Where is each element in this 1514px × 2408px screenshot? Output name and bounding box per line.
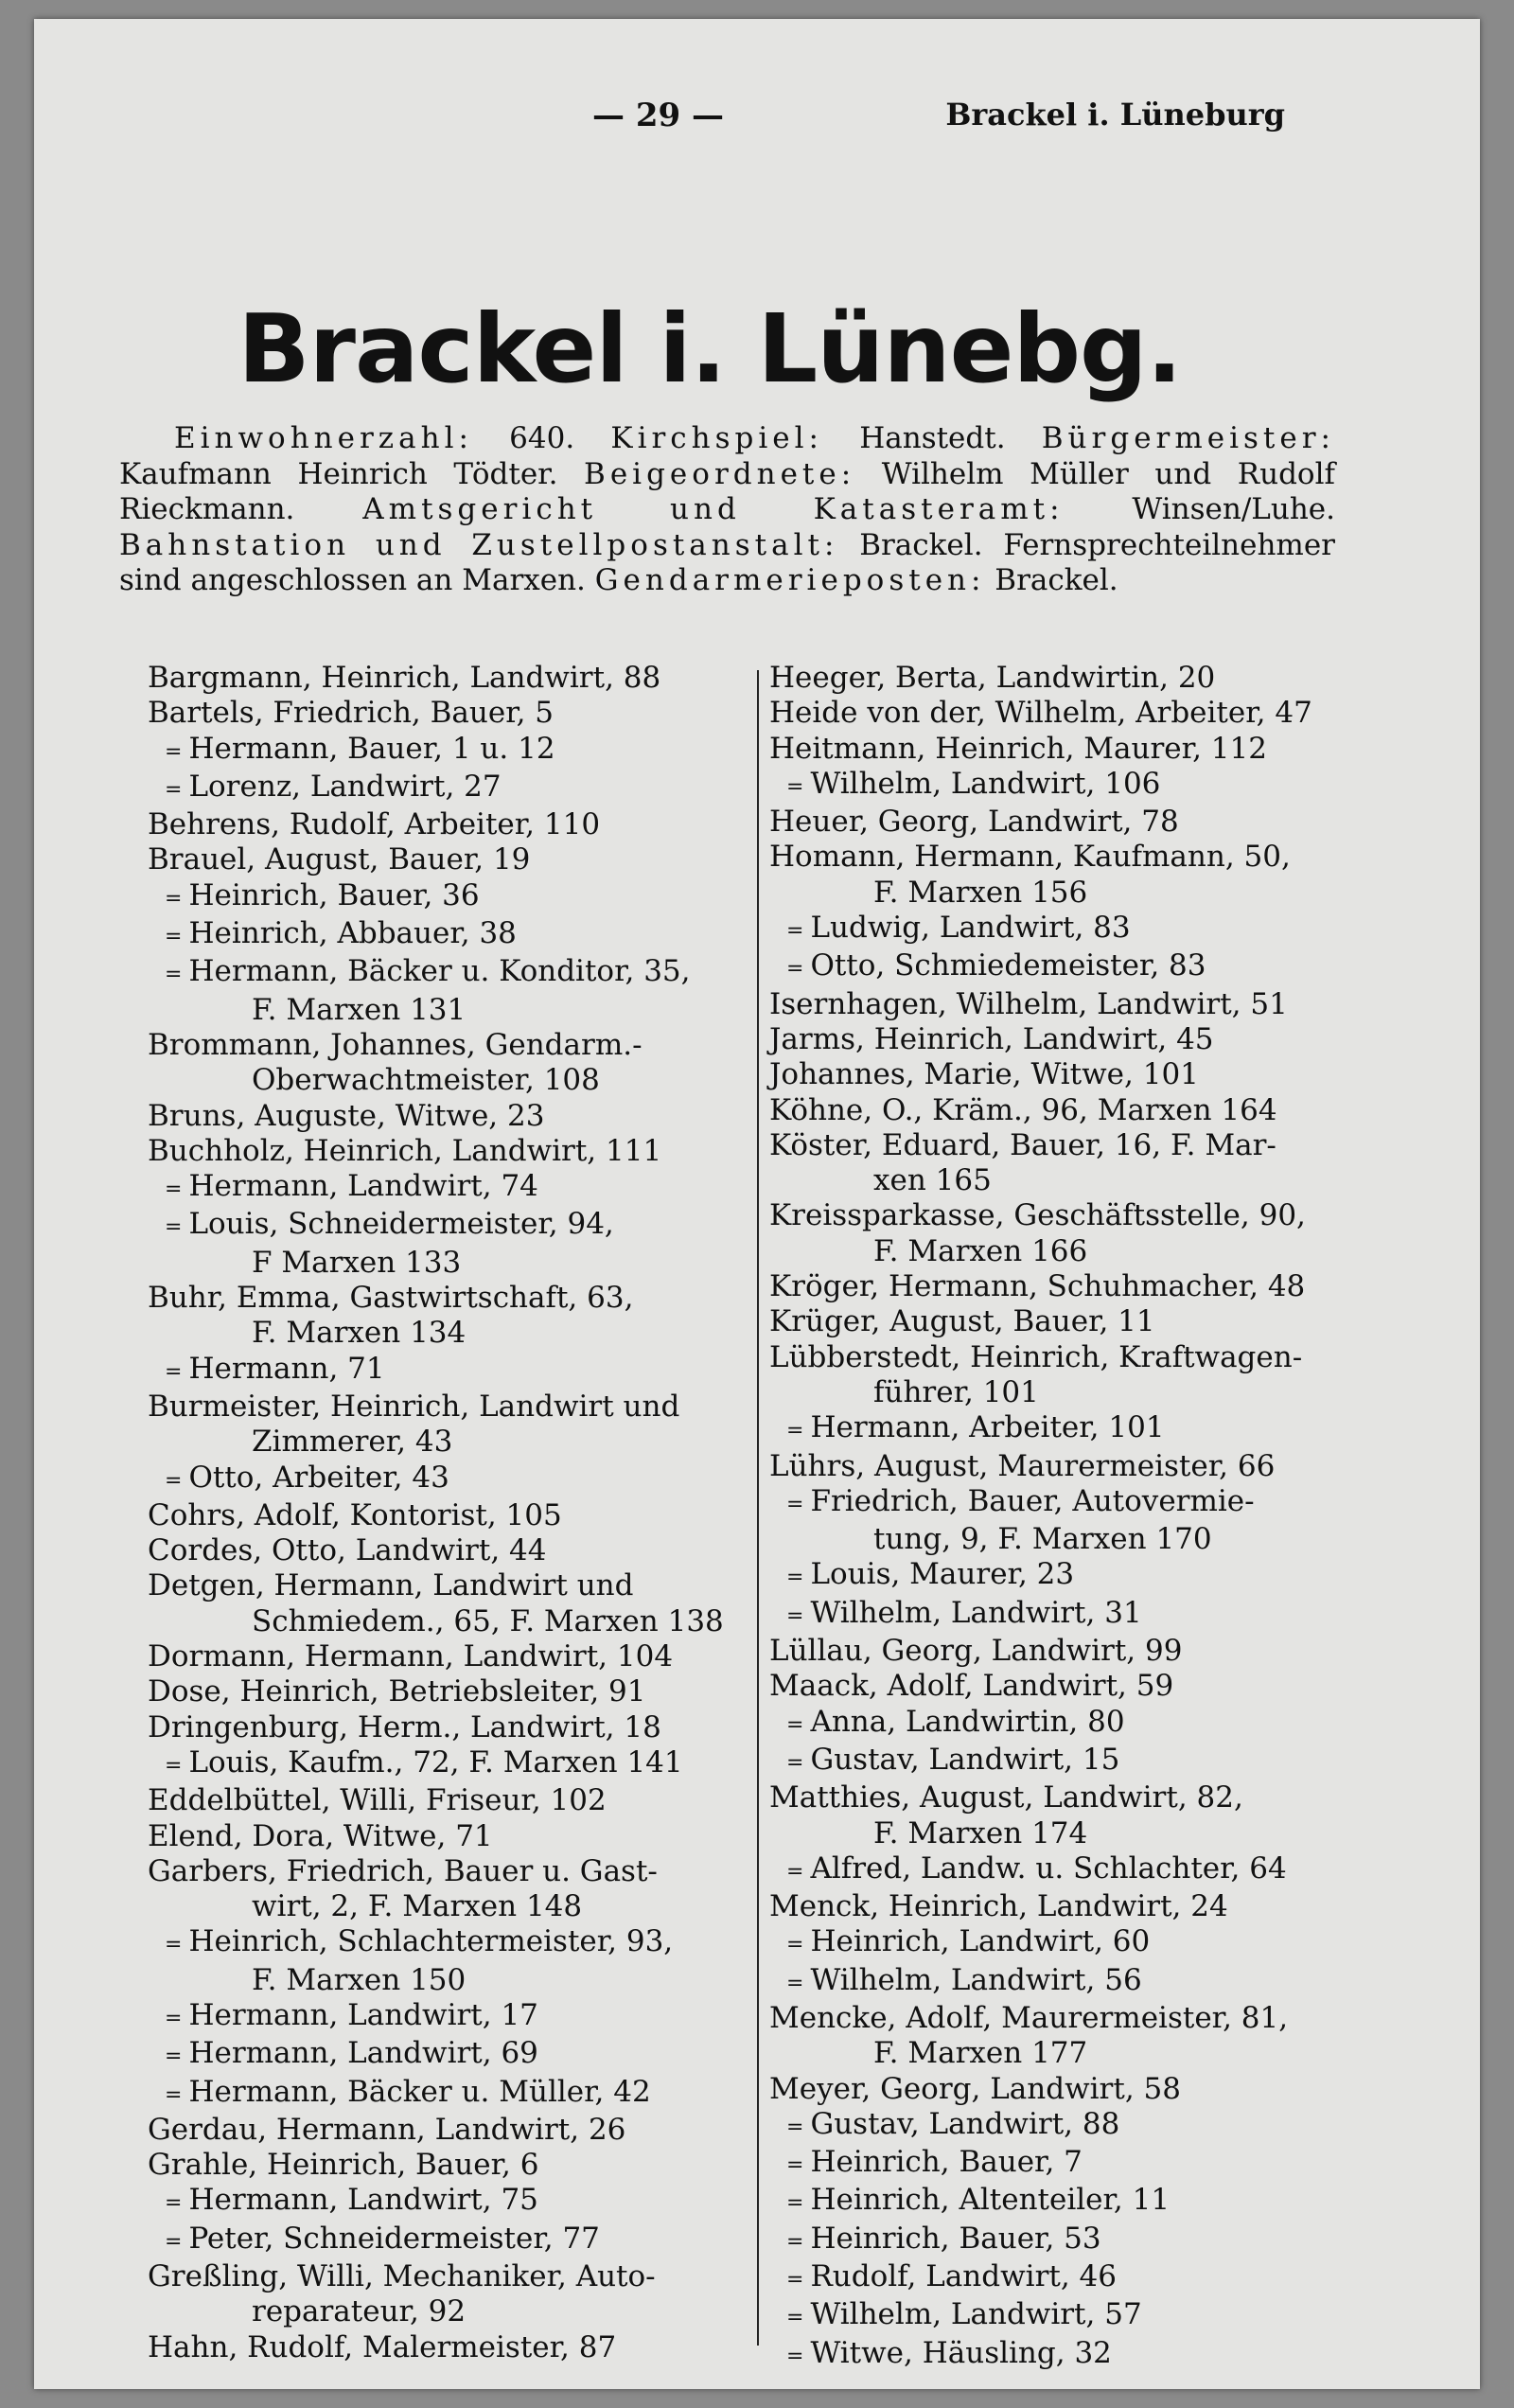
- page-number: — 29 —: [592, 97, 724, 134]
- entry-text: Menck, Heinrich, Landwirt, 24: [769, 1889, 1228, 1924]
- directory-entry: [769, 948, 1370, 986]
- directory-entry: [769, 1198, 1370, 1269]
- directory-entry: [148, 916, 734, 954]
- entry-continuation: F. Marxen 156: [873, 875, 1088, 910]
- entry-text: = Otto, Arbeiter, 43: [148, 1461, 449, 1495]
- entry-text: = Peter, Schneidermeister, 77: [148, 2222, 600, 2256]
- directory-entry: [148, 1134, 734, 1169]
- entry-text: = Louis, Schneidermeister, 94,: [148, 1207, 614, 1241]
- entry-text: Dringenburg, Herm., Landwirt, 18: [148, 1709, 661, 1744]
- directory-entry: [148, 2113, 734, 2148]
- gendarmerie-value: Brackel.: [985, 563, 1118, 597]
- directory-entry: [769, 767, 1370, 805]
- directory-entry: [148, 661, 734, 696]
- directory-entry: [769, 2336, 1370, 2374]
- directory-entry: [148, 2222, 734, 2259]
- entry-text: = Heinrich, Altenteiler, 11: [769, 2183, 1170, 2217]
- entry-continuation: F. Marxen 174: [873, 1815, 1088, 1850]
- entry-text: Kröger, Hermann, Schuhmacher, 48: [769, 1269, 1306, 1304]
- entry-text: = Heinrich, Bauer, 7: [769, 2145, 1083, 2179]
- entry-text: Buchholz, Heinrich, Landwirt, 111: [148, 1133, 662, 1168]
- entry-text: Dose, Heinrich, Betriebsleiter, 91: [148, 1674, 646, 1709]
- entry-text: Heeger, Berta, Landwirtin, 20: [769, 661, 1216, 695]
- entry-text: Cordes, Otto, Landwirt, 44: [148, 1533, 547, 1568]
- directory-entry: [148, 2183, 734, 2221]
- directory-entry: [148, 696, 734, 731]
- einwohner-value: 640.: [472, 421, 611, 455]
- directory-entry: [148, 2259, 734, 2330]
- directory-entry: [148, 878, 734, 916]
- directory-entry: [769, 2145, 1370, 2183]
- entry-text: Köhne, O., Kräm., 96, Marxen 164: [769, 1092, 1277, 1127]
- directory-entry: [769, 2183, 1370, 2221]
- entry-text: = Anna, Landwirtin, 80: [769, 1705, 1125, 1739]
- entry-text: Hahn, Rudolf, Malermeister, 87: [148, 2329, 617, 2364]
- entry-continuation: führer, 101: [873, 1374, 1039, 1409]
- buergermeister-value: Kaufmann Heinrich Tödter.: [119, 456, 585, 491]
- entry-text: = Wilhelm, Landwirt, 57: [769, 2297, 1142, 2331]
- entry-text: = Heinrich, Schlachtermeister, 93,: [148, 1924, 673, 1958]
- entry-text: Homann, Hermann, Kaufmann, 50,: [769, 840, 1291, 875]
- entry-text: Burmeister, Heinrich, Landwirt und: [148, 1389, 680, 1424]
- entry-text: = Ludwig, Landwirt, 83: [769, 911, 1131, 945]
- entry-continuation: tung, 9, F. Marxen 170: [873, 1522, 1212, 1557]
- directory-entry: [769, 987, 1370, 1022]
- entry-text: = Heinrich, Abbauer, 38: [148, 916, 517, 950]
- directory-entry: [148, 1783, 734, 1818]
- entry-text: Greßling, Willi, Mechaniker, Auto-: [148, 2259, 656, 2294]
- entry-text: Lübberstedt, Heinrich, Kraftwagen-: [769, 1339, 1303, 1374]
- entry-text: Heuer, Georg, Landwirt, 78: [769, 805, 1179, 840]
- entry-text: Elend, Dora, Witwe, 71: [148, 1818, 493, 1853]
- directory-entry: [148, 732, 734, 770]
- entry-text: = Friedrich, Bauer, Autovermie-: [769, 1484, 1255, 1518]
- directory-entry: [769, 661, 1370, 696]
- entry-text: Buhr, Emma, Gastwirtschaft, 63,: [148, 1281, 634, 1316]
- entry-continuation: F. Marxen 131: [252, 992, 467, 1027]
- running-title: Brackel i. Lüneburg: [945, 97, 1285, 133]
- entry-text: Cohrs, Adolf, Kontorist, 105: [148, 1497, 562, 1532]
- directory-entry: [769, 1889, 1370, 1924]
- directory-entry: [148, 1169, 734, 1207]
- directory-entry: [769, 2107, 1370, 2145]
- entry-text: Kreissparkasse, Geschäftsstelle, 90,: [769, 1198, 1306, 1233]
- entry-text: Lührs, August, Maurermeister, 66: [769, 1448, 1276, 1483]
- entry-continuation: Oberwachtmeister, 108: [252, 1063, 600, 1098]
- directory-entry: [769, 1093, 1370, 1128]
- directory-entry: [769, 2222, 1370, 2259]
- kirchspiel-label: Kirchspiel:: [610, 421, 823, 455]
- entry-text: = Hermann, Arbeiter, 101: [769, 1410, 1165, 1444]
- entry-text: = Gustav, Landwirt, 88: [769, 2107, 1119, 2141]
- entry-text: = Rudolf, Landwirt, 46: [769, 2259, 1117, 2293]
- directory-entry: [148, 1207, 734, 1281]
- directory-entry: [148, 1710, 734, 1745]
- entry-continuation: xen 165: [873, 1163, 992, 1198]
- directory-entry: [769, 2259, 1370, 2297]
- entry-text: Garbers, Friedrich, Bauer u. Gast-: [148, 1853, 658, 1888]
- entry-text: Brommann, Johannes, Gendarm.-: [148, 1027, 643, 1062]
- entry-text: Gerdau, Hermann, Landwirt, 26: [148, 2112, 626, 2147]
- directory-entry: [148, 954, 734, 1028]
- entry-text: Dormann, Hermann, Landwirt, 104: [148, 1639, 674, 1674]
- directory-entry: [148, 1639, 734, 1674]
- entry-text: = Wilhelm, Landwirt, 56: [769, 1963, 1142, 1997]
- directory-entry: [769, 1304, 1370, 1339]
- entry-text: Jarms, Heinrich, Landwirt, 45: [769, 1021, 1214, 1056]
- directory-entry: [769, 732, 1370, 767]
- entry-text: = Hermann, Landwirt, 75: [148, 2183, 538, 2217]
- directory-entry: [148, 770, 734, 807]
- entry-text: Mencke, Adolf, Maurermeister, 81,: [769, 2000, 1289, 2035]
- directory-entry: [148, 1998, 734, 2036]
- entry-text: Köster, Eduard, Bauer, 16, F. Mar-: [769, 1127, 1276, 1162]
- column-divider: [757, 670, 759, 2346]
- directory-entry: [148, 1568, 734, 1639]
- directory-entry: [148, 2075, 734, 2113]
- right-column: [769, 661, 1370, 2374]
- entry-text: Grahle, Heinrich, Bauer, 6: [148, 2148, 539, 2183]
- directory-entry: [148, 2036, 734, 2074]
- directory-entry: [769, 1743, 1370, 1780]
- entry-text: Bargmann, Heinrich, Landwirt, 88: [148, 661, 661, 695]
- entry-text: = Otto, Schmiedemeister, 83: [769, 948, 1206, 983]
- page-title: Brackel i. Lünebg.: [238, 293, 1182, 404]
- directory-entry: [148, 1099, 734, 1134]
- directory-entry: [769, 1410, 1370, 1448]
- directory-entry: [148, 2330, 734, 2365]
- directory-entry: [769, 1963, 1370, 2001]
- entry-text: Meyer, Georg, Landwirt, 58: [769, 2071, 1181, 2106]
- directory-entry: [148, 1745, 734, 1783]
- entry-text: Detgen, Hermann, Landwirt und: [148, 1568, 634, 1603]
- directory-entry: [769, 696, 1370, 731]
- amtsgericht-value: Winsen/Luhe.: [1064, 492, 1335, 526]
- entry-continuation: wirt, 2, F. Marxen 148: [252, 1889, 583, 1924]
- einwohner-label: Einwohnerzahl:: [174, 421, 473, 455]
- entry-continuation: Zimmerer, 43: [252, 1425, 453, 1460]
- buergermeister-label: Bürgermeister:: [1041, 421, 1335, 455]
- entry-continuation: F. Marxen 150: [252, 1962, 467, 1997]
- directory-entry: [148, 1674, 734, 1709]
- entry-text: = Hermann, Bäcker u. Müller, 42: [148, 2075, 651, 2109]
- entry-text: Lüllau, Georg, Landwirt, 99: [769, 1634, 1183, 1669]
- entry-text: = Wilhelm, Landwirt, 106: [769, 767, 1160, 801]
- directory-entry: [769, 1484, 1370, 1558]
- entry-text: Bartels, Friedrich, Bauer, 5: [148, 696, 555, 731]
- entry-text: Heitmann, Heinrich, Maurer, 112: [769, 731, 1267, 766]
- directory-entry: [769, 2072, 1370, 2107]
- entry-continuation: F. Marxen 134: [252, 1316, 467, 1351]
- entry-text: = Hermann, Landwirt, 74: [148, 1169, 538, 1203]
- entry-text: = Heinrich, Landwirt, 60: [769, 1924, 1150, 1958]
- directory-entry: [769, 1596, 1370, 1634]
- directory-entry: [769, 1705, 1370, 1743]
- entry-text: = Hermann, Bäcker u. Konditor, 35,: [148, 954, 691, 988]
- directory-entry: [769, 1449, 1370, 1484]
- town-info-paragraph: [119, 421, 1335, 599]
- entry-text: Brauel, August, Bauer, 19: [148, 842, 531, 877]
- entry-text: = Lorenz, Landwirt, 27: [148, 770, 502, 804]
- entry-text: = Gustav, Landwirt, 15: [769, 1743, 1119, 1777]
- directory-entry: [769, 911, 1370, 948]
- entry-text: Eddelbüttel, Willi, Friseur, 102: [148, 1783, 607, 1818]
- directory-entry: [769, 1128, 1370, 1199]
- directory-entry: [148, 842, 734, 877]
- directory-entry: [769, 1669, 1370, 1704]
- directory-entry: [148, 1533, 734, 1568]
- directory-entry: [769, 1057, 1370, 1092]
- entry-text: Behrens, Rudolf, Arbeiter, 110: [148, 807, 601, 842]
- bahnstation-value: Brackel. Fernsprechteilnehmer sind angeschlossen an Marxen.: [119, 527, 1335, 597]
- directory-entry: [148, 1924, 734, 1998]
- directory-entry: [148, 1028, 734, 1099]
- left-column: [148, 661, 734, 2365]
- entry-text: = Witwe, Häusling, 32: [769, 2336, 1112, 2370]
- entry-text: Matthies, August, Landwirt, 82,: [769, 1780, 1243, 1815]
- directory-entry: [769, 1269, 1370, 1304]
- directory-entry: [769, 1924, 1370, 1962]
- entry-continuation: F. Marxen 177: [873, 2036, 1088, 2071]
- entry-text: = Wilhelm, Landwirt, 31: [769, 1596, 1142, 1630]
- entry-text: = Heinrich, Bauer, 53: [769, 2222, 1101, 2256]
- directory-entry: [148, 1281, 734, 1352]
- directory-entry: [769, 1851, 1370, 1889]
- directory-entry: [148, 1461, 734, 1498]
- entry-text: = Louis, Maurer, 23: [769, 1557, 1074, 1591]
- entry-continuation: F Marxen 133: [252, 1245, 462, 1280]
- entry-continuation: F. Marxen 166: [873, 1233, 1088, 1268]
- entry-text: = Heinrich, Bauer, 36: [148, 878, 480, 912]
- directory-entry: [769, 2001, 1370, 2072]
- entry-text: = Louis, Kaufm., 72, F. Marxen 141: [148, 1745, 683, 1779]
- directory-entry: [769, 1340, 1370, 1411]
- directory-entry: [148, 1854, 734, 1925]
- directory-entry: [769, 1022, 1370, 1057]
- entry-text: = Hermann, 71: [148, 1352, 385, 1386]
- entry-text: Isernhagen, Wilhelm, Landwirt, 51: [769, 986, 1288, 1021]
- entry-text: = Hermann, Landwirt, 17: [148, 1998, 538, 2032]
- entry-text: Johannes, Marie, Witwe, 101: [769, 1057, 1199, 1092]
- entry-text: = Alfred, Landw. u. Schlachter, 64: [769, 1851, 1287, 1886]
- directory-entry: [769, 1634, 1370, 1669]
- directory-entry: [769, 840, 1370, 911]
- directory-entry: [148, 1498, 734, 1533]
- entry-text: = Hermann, Landwirt, 69: [148, 2036, 538, 2070]
- entry-text: Krüger, August, Bauer, 11: [769, 1304, 1155, 1339]
- directory-entry: [769, 2297, 1370, 2335]
- directory-entry: [148, 2148, 734, 2183]
- entry-continuation: reparateur, 92: [252, 2294, 467, 2329]
- directory-entry: [148, 1819, 734, 1854]
- directory-entry: [148, 807, 734, 842]
- directory-entry: [769, 1780, 1370, 1851]
- entry-text: = Hermann, Bauer, 1 u. 12: [148, 732, 555, 766]
- directory-entry: [148, 1390, 734, 1461]
- amtsgericht-label: Amtsgericht und Katasteramt:: [362, 492, 1065, 526]
- directory-entry: [769, 805, 1370, 840]
- directory-page: [34, 19, 1480, 2389]
- beigeordnete-value: Wilhelm Müller und Rudolf Rieckmann.: [119, 456, 1335, 526]
- page-header: [34, 97, 1480, 153]
- gendarmerie-label: Gendarmerieposten:: [594, 563, 986, 597]
- directory-entry: [769, 1557, 1370, 1595]
- kirchspiel-value: Hanstedt.: [823, 421, 1042, 455]
- beigeordnete-label: Beigeordnete:: [584, 456, 856, 491]
- entry-text: Bruns, Auguste, Witwe, 23: [148, 1098, 545, 1133]
- entry-text: Heide von der, Wilhelm, Arbeiter, 47: [769, 696, 1312, 731]
- entry-continuation: Schmiedem., 65, F. Marxen 138: [252, 1603, 724, 1638]
- entry-text: Maack, Adolf, Landwirt, 59: [769, 1669, 1174, 1704]
- directory-entry: [148, 1352, 734, 1390]
- bahnstation-label: Bahnstation und Zustellpostanstalt:: [119, 527, 839, 562]
